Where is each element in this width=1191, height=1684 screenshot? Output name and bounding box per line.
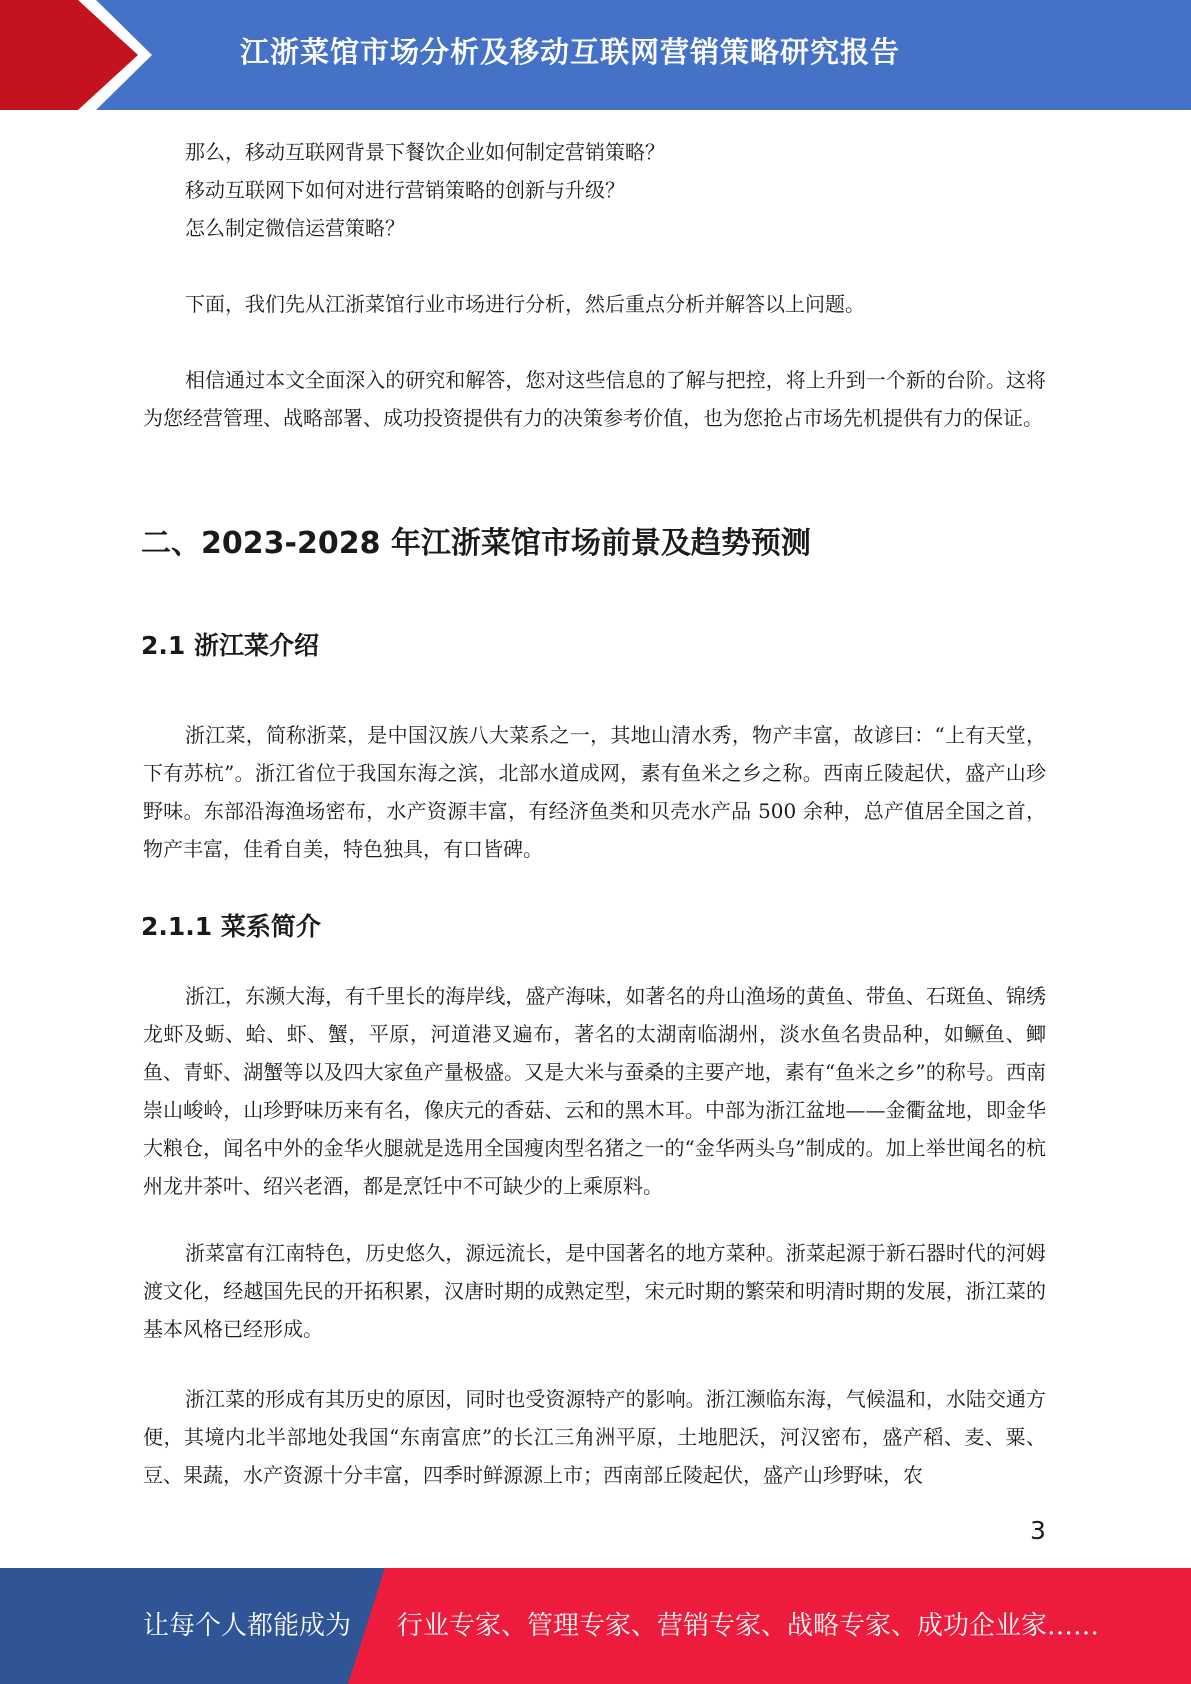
page-footer xyxy=(0,1568,1191,1684)
subsection-heading-2-1: 2.1 浙江菜介绍 xyxy=(141,631,319,660)
page-number: 3 xyxy=(1030,1516,1046,1545)
paragraph-cuisine-intro-3: 浙江菜的形成有其历史的原因，同时也受资源特产的影响。浙江濒临东海，气候温和，水陆交通方便，其境内北半部地处我国“东南富庶”的长江三角洲平原，土地肥沃，河汉密布，盛产稻、麦、粟、豆、果蔬，水产资源十分丰富，四季时鲜源源上市；西南部丘陵起伏，盛产山珍野味，农 xyxy=(143,1387,1046,1487)
section-heading: 二、2023-2028 年江浙菜馆市场前景及趋势预测 xyxy=(141,526,811,561)
paragraph-cuisine-intro-2: 浙菜富有江南特色，历史悠久，源远流长，是中国著名的地方菜种。浙菜起源于新石器时代的河姆渡文化，经越国先民的开拓积累，汉唐时期的成熟定型，宋元时期的繁荣和明清时期的发展，浙江菜的基本风格已经形成。 xyxy=(143,1241,1046,1341)
footer-slogan-right: 行业专家、管理专家、营销专家、战略专家、成功企业家…… xyxy=(397,1611,1100,1641)
intro-question-3: 怎么制定微信运营策略？ xyxy=(185,216,405,240)
paragraph-cuisine-intro-1: 浙江，东濒大海，有千里长的海岸线，盛产海味，如著名的舟山渔场的黄鱼、带鱼、石斑鱼、锦绣龙虾及蛎、蛤、虾、蟹，平原，河道港叉遍布，著名的太湖南临湖州，淡水鱼名贵品种，如鳜鱼、鲫鱼、青虾、湖蟹等以及四大家鱼产量极盛。又是大米与蚕桑的主要产地，素有“鱼米之乡”的称号。西南崇山峻岭，山珍野味历来有名，像庆元的香菇、云和的黑木耳。中部为浙江盆地——金衢盆地，即金华大粮仓，闻名中外的金华火腿就是选用全国瘦肉型名猪之一的“金华两头乌”制成的。加上举世闻名的杭州龙井茶叶、绍兴老酒，都是烹饪中不可缺少的上乘原料。 xyxy=(143,984,1046,1198)
footer-slogan-left: 让每个人都能成为 xyxy=(143,1611,352,1641)
subsection-heading-2-1-1: 2.1.1 菜系简介 xyxy=(141,912,321,941)
intro-paragraph-next: 下面，我们先从江浙菜馆行业市场进行分析，然后重点分析并解答以上问题。 xyxy=(185,292,865,316)
intro-question-1: 那么，移动互联网背景下餐饮企业如何制定营销策略？ xyxy=(185,140,665,164)
header-title: 江浙菜馆市场分析及移动互联网营销策略研究报告 xyxy=(240,35,901,69)
paragraph-zhejiang-cuisine: 浙江菜，简称浙菜，是中国汉族八大菜系之一，其地山清水秀，物产丰富，故谚曰：“上有天堂，下有苏杭”。浙江省位于我国东海之滨，北部水道成网，素有鱼米之乡之称。西南丘陵起伏，盛产山珍野味。东部沿海渔场密布，水产资源丰富，有经济鱼类和贝壳水产品 500 余种，总产值居全国之首，物产丰富，佳肴自美，特色独具，有口皆碑。 xyxy=(143,723,1046,861)
intro-paragraph-belief: 相信通过本文全面深入的研究和解答，您对这些信息的了解与把控，将上升到一个新的台阶。这将为您经营管理、战略部署、成功投资提供有力的决策参考价值，也为您抢占市场先机提供有力的保证。 xyxy=(143,368,1046,430)
intro-question-2: 移动互联网下如何对进行营销策略的创新与升级？ xyxy=(185,178,625,202)
page-header xyxy=(0,0,1191,110)
header-chevron-arrow xyxy=(0,0,138,110)
